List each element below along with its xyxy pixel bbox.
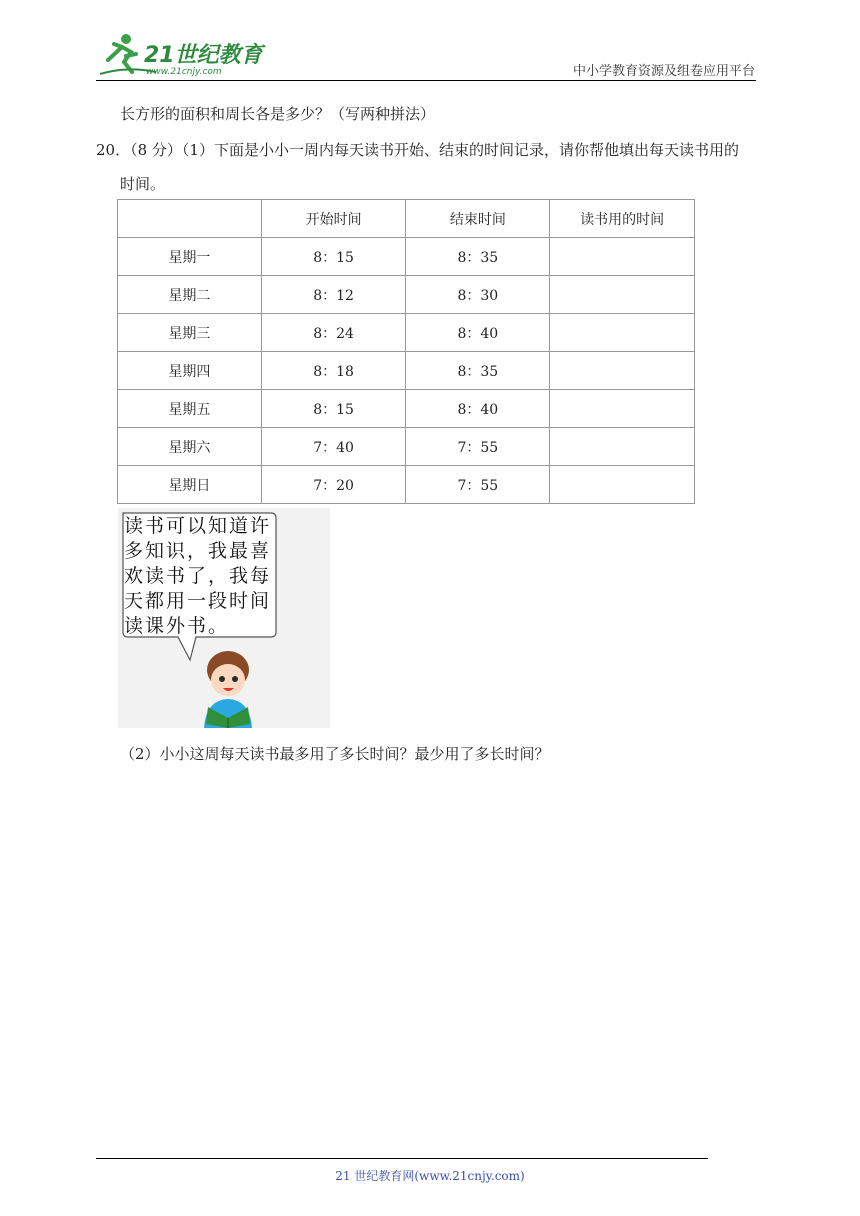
- day-cell: 星期四: [118, 352, 262, 390]
- end-time-cell: 8：40: [406, 390, 550, 428]
- start-time-cell: 7：40: [261, 428, 406, 466]
- table-row: [118, 352, 695, 390]
- table-header-row: [118, 200, 695, 238]
- footer-link[interactable]: 21 世纪教育网(www.21cnjy.com): [335, 1169, 525, 1183]
- speech-bubble-line: 读书可以知道许: [124, 515, 272, 537]
- duration-answer-cell[interactable]: [550, 238, 695, 276]
- day-cell: 星期日: [118, 466, 262, 504]
- start-time-cell: 8：12: [261, 276, 406, 314]
- day-cell: 星期二: [118, 276, 262, 314]
- table-header-cell: 开始时间: [261, 200, 406, 238]
- duration-answer-cell[interactable]: [550, 466, 695, 504]
- day-cell: 星期三: [118, 314, 262, 352]
- table-row: [118, 466, 695, 504]
- end-time-cell: 8：35: [406, 238, 550, 276]
- start-time-cell: 7：20: [261, 466, 406, 504]
- end-time-cell: 8：30: [406, 276, 550, 314]
- end-time-cell: 8：35: [406, 352, 550, 390]
- reading-time-table: [117, 199, 695, 504]
- duration-answer-cell[interactable]: [550, 352, 695, 390]
- end-time-cell: 7：55: [406, 428, 550, 466]
- header-tagline: 中小学教育资源及组卷应用平台: [572, 64, 755, 79]
- speech-bubble-text: [124, 514, 274, 639]
- table-header-cell: 读书用的时间: [550, 200, 695, 238]
- speech-bubble-line: 读课外书。: [124, 615, 230, 637]
- question-20-stem: 20．（8 分）（1）下面是小小一周内每天读书开始、结束的时间记录，请你帮他填出每天读书用的: [96, 141, 739, 159]
- table-row: [118, 238, 695, 276]
- start-time-cell: 8：15: [261, 238, 406, 276]
- logo-url: www.21cnjy.com: [146, 67, 222, 77]
- question-20-stem-continued: 时间。: [120, 175, 166, 193]
- site-logo: [96, 30, 266, 80]
- duration-answer-cell[interactable]: [550, 314, 695, 352]
- duration-answer-cell[interactable]: [550, 390, 695, 428]
- duration-answer-cell[interactable]: [550, 276, 695, 314]
- end-time-cell: 7：55: [406, 466, 550, 504]
- question-20-part2: （2）小小这周每天读书最多用了多长时间？最少用了多长时间？: [120, 745, 550, 763]
- start-time-cell: 8：18: [261, 352, 406, 390]
- speech-bubble-line: 欢读书了，我每: [124, 565, 272, 587]
- end-time-cell: 8：40: [406, 314, 550, 352]
- logo-text: 21世纪教育: [144, 43, 263, 68]
- speech-bubble-line: 多知识，我最喜: [124, 540, 272, 562]
- table-row: [118, 314, 695, 352]
- day-cell: 星期五: [118, 390, 262, 428]
- day-cell: 星期一: [118, 238, 262, 276]
- table-row: [118, 390, 695, 428]
- footer-divider: [96, 1158, 708, 1159]
- table-header-cell: [118, 200, 262, 238]
- day-cell: 星期六: [118, 428, 262, 466]
- start-time-cell: 8：15: [261, 390, 406, 428]
- table-row: [118, 428, 695, 466]
- table-row: [118, 276, 695, 314]
- table-header-cell: 结束时间: [406, 200, 550, 238]
- speech-bubble-line: 天都用一段时间: [124, 590, 272, 612]
- previous-question-tail: 长方形的面积和周长各是多少？（写两种拼法）: [120, 105, 436, 123]
- header-divider: [96, 80, 756, 81]
- duration-answer-cell[interactable]: [550, 428, 695, 466]
- start-time-cell: 8：24: [261, 314, 406, 352]
